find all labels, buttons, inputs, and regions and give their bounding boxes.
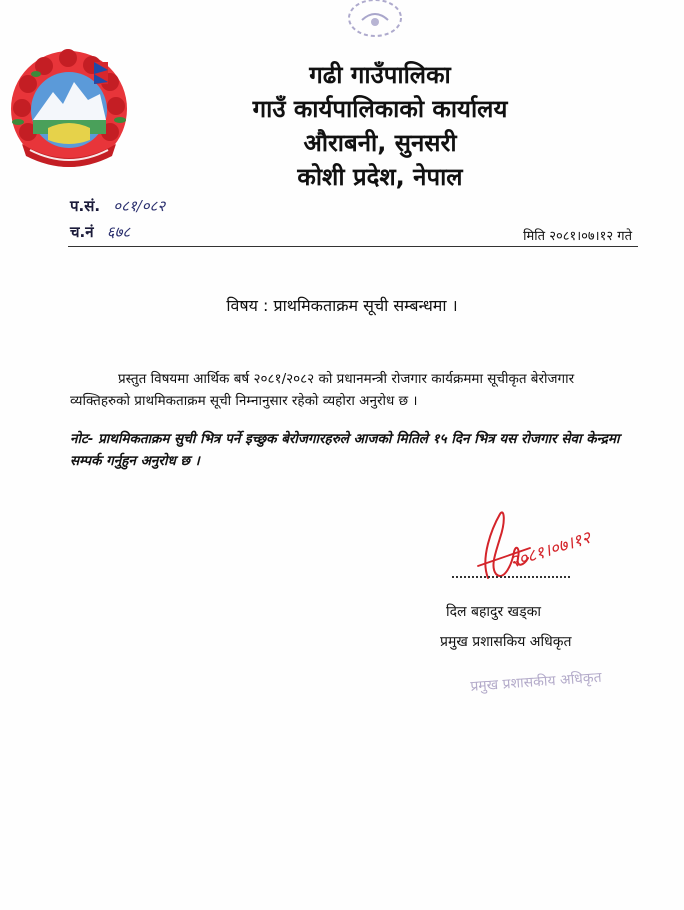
signatory-name: दिल बहादुर खड्का: [446, 604, 541, 620]
signature-date: २०८१।०७।१२: [507, 527, 594, 573]
office-header: [220, 58, 540, 194]
nepal-emblem-logo: [8, 48, 130, 170]
office-name: गाउँ कार्यपालिकाको कार्यालय: [252, 95, 508, 123]
dispatch-number: [70, 222, 130, 242]
dispatch-value: ६७८: [106, 223, 131, 241]
municipality-name: गढी गाउँपालिका: [309, 61, 451, 89]
dispatch-label: च.नं: [70, 223, 94, 241]
letter-body-text: प्रस्तुत विषयमा आर्थिक बर्ष २०८१/२०८२ को प्रधानमन्त्री रोजगार कार्यक्रममा सूचीकृत बेरोजगार व्यक्तिहरुको प्राथमिकताक्रम सूची निम्नानुसार रहेको व्यहोरा अनुरोध छ ।: [70, 371, 575, 409]
faded-stamp-text: प्रमुख प्रशासकीय अधिकृत: [470, 669, 603, 695]
reference-number: [70, 196, 165, 216]
signatory-title: प्रमुख प्रशासकिय अधिकृत: [440, 634, 572, 650]
signature-line: [452, 576, 570, 578]
letter-subject: विषय : प्राथमिकताक्रम सूची सम्बन्धमा ।: [226, 296, 458, 315]
header-divider: [68, 246, 638, 247]
faded-office-stamp: [470, 660, 610, 696]
letter-body: [70, 368, 630, 412]
province-country: कोशी प्रदेश, नेपाल: [297, 163, 463, 191]
office-address: औराबनी, सुनसरी: [303, 129, 457, 157]
top-stamp-mark: [340, 0, 410, 44]
letter-date: मिति २०८१।०७।१२ गते: [523, 229, 632, 244]
reference-label: प.सं.: [70, 197, 101, 215]
letter-note: नोट- प्राथमिकताक्रम सुची भित्र पर्ने इच्छुक बेरोजगारहरुले आजको मितिले १५ दिन भित्र यस रोजगार सेवा केन्द्रमा सम्पर्क गर्नुहुन अनुरोध छ ।: [70, 431, 620, 469]
reference-value: ०८१/०८२: [113, 197, 166, 215]
